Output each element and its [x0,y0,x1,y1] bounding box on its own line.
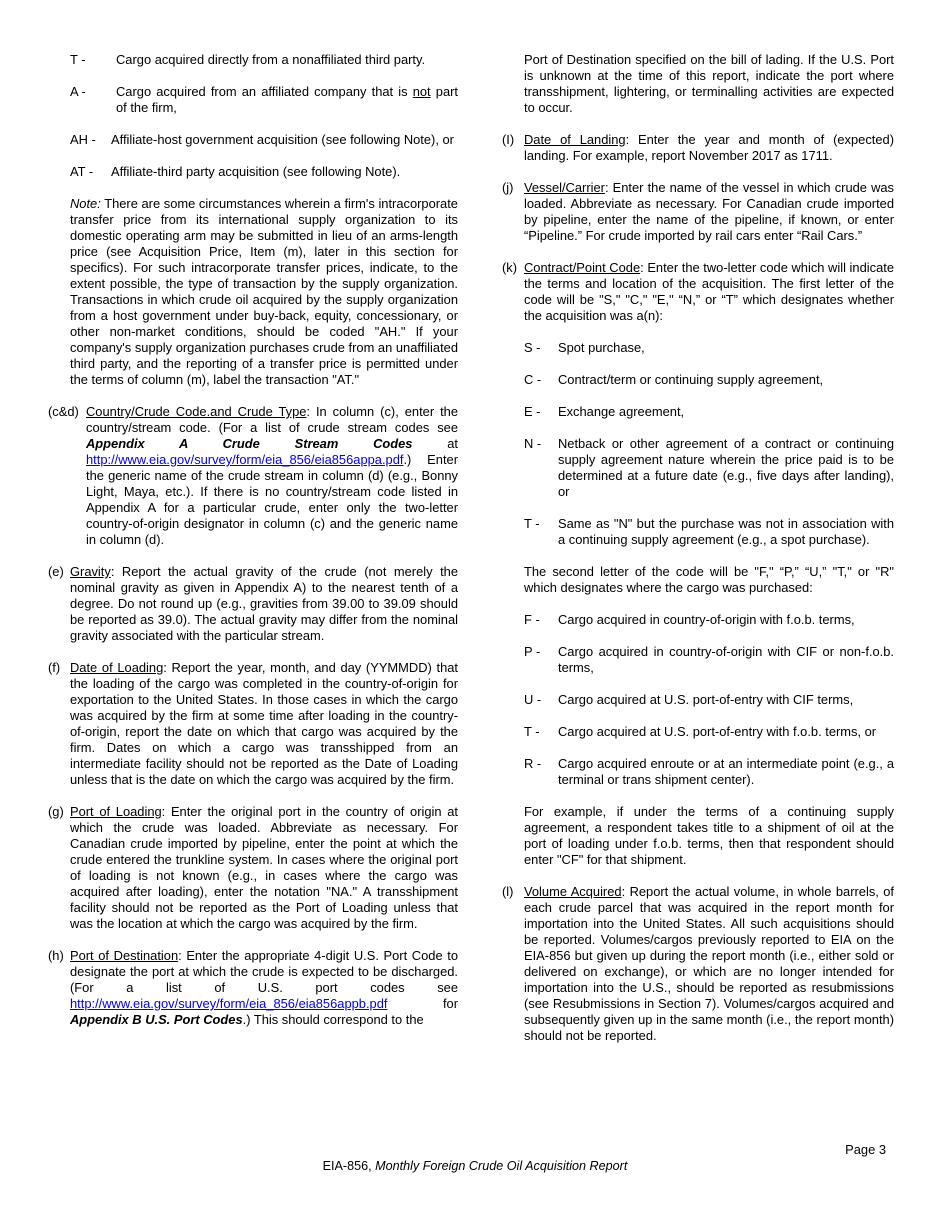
point-code-label: T - [524,724,540,739]
acq-code-text: Affiliate-host government acquisition (see following Note), or [111,132,454,147]
item-label: (j) [502,180,514,195]
item-label: (e) [48,564,64,579]
acq-code-text: Cargo acquired directly from a nonaffiliated third party. [116,52,426,67]
contract-code-t [524,516,894,548]
point-code-text: Cargo acquired at U.S. port-of-entry with CIF terms, [558,692,854,707]
acq-code-ah [70,132,458,148]
acq-code-t [70,52,458,68]
item-g: (g) Port of Loading: Enter the original port in the country of origin at which the crude was loaded. Abbreviate as necessary. For Canadian crude imported by pipeline, enter the point at which the crude entered the trunkline system. In cases where the original port of loading is not known (e.g., in cases where the cargo was acquired after loading), enter the notation "NA." A transshipment facility should not be reported as the Port of Loading unless that was the location at which the cargo was acquired by the firm. [48,804,458,931]
acq-code-text: Affiliate-third party acquisition (see following Note). [111,164,401,179]
port-destination-continued: Port of Destination specified on the bill of lading. If the U.S. Port is unknown at the time of this report, indicate the port where transshipment, lightering, or terminalling activities are expected to occur. [524,52,894,115]
first-letter-codes [524,340,894,868]
point-code-text: Cargo acquired enroute or at an intermediate point (e.g., a terminal or trans shipment center). [558,756,894,787]
appendix-a-link[interactable]: http://www.eia.gov/survey/form/eia_856/eia856appa.pdf [86,452,404,467]
item-label: (k) [502,260,518,275]
item-h: (h) Port of Destination: Enter the appropriate 4-digit U.S. Port Code to designate the port at which the crude is expected to be discharged. (For a list of U.S. port codes see http://www.eia.gov/survey/form/eia_856/eia856appb.pdf for Appendix B U.S. Port Codes.) This should correspond to the [48,948,458,1027]
appendix-b-link[interactable]: http://www.eia.gov/survey/form/eia_856/eia856appb.pdf [70,996,388,1011]
acq-code-label: AH - [70,132,96,147]
item-k: (k) Contract/Point Code: Enter the two-letter code which will indicate the terms and location of the acquisition. The first letter of the code will be "S," "C," "E," “N,” or “T” which designates whether the acquisition was a(n): [502,260,894,323]
item-title: Vessel/Carrier [524,180,605,195]
point-code-text: Cargo acquired at U.S. port-of-entry with f.o.b. terms, or [558,724,877,739]
item-title: Port of Destination [70,948,179,963]
appendix-a-ref: Appendix A Crude Stream Codes [86,436,413,451]
item-label: (f) [48,660,61,675]
item-label: (c&d) [48,404,79,419]
point-code-label: P - [524,644,541,659]
contract-code-label: S - [524,340,541,355]
point-code-label: U - [524,692,542,707]
right-column [502,52,894,1044]
point-code-f [524,612,894,628]
item-e: (e) Gravity: Report the actual gravity of the crude (not merely the nominal gravity as given in Appendix A) to the nearest tenth of a degree. Do not round up (e.g., gravities from 39.00 to 39.09 should be reported as 39.0). The actual gravity may differ from the nominal gravity associated with the particular stream. [48,564,458,643]
contract-code-e [524,404,894,420]
contract-code-text: Same as "N" but the purchase was not in association with a continuing supply agreement (e.g., a spot purchase). [558,516,894,547]
note-paragraph: Note: There are some circumstances wherein a firm's intracorporate transfer price from its international supply organization to its domestic operating arm may be submitted in lieu of an arms-length price (see Acquisition Price, Item (m), later in this section for specifics). For such intracorporate transfer prices, indicate, to the extent possible, the type of transaction by the supply organization. Transactions in which crude oil acquired by the supply organization from a host government under buy-back, equity, concessionary, or other non-market conditions, should be coded "AH." If your company's supply organization purchases crude from an unaffiliated third party, and the reporting of a transfer price is permitted under the terms of column (m), label the transaction "AT." [70,196,458,387]
note-label: Note: [70,196,101,211]
contract-code-c [524,372,894,388]
item-title: Date of Loading [70,660,164,675]
contract-code-label: N - [524,436,542,451]
form-title: Monthly Foreign Crude Oil Acquisition Report [375,1159,628,1173]
contract-code-text: Contract/term or continuing supply agreement, [558,372,824,387]
appendix-b-ref: Appendix B U.S. Port Codes [70,1012,243,1027]
item-title: Volume Acquired [524,884,622,899]
second-letter-intro: The second letter of the code will be "F," “P,” “U,” "T," or "R" which designates where the cargo was purchased: [524,564,894,595]
point-code-u [524,692,894,708]
point-code-label: R - [524,756,542,771]
contract-code-label: E - [524,404,541,419]
item-title: Country/Crude Code.and Crude Type [86,404,307,419]
item-title: Contract/Point Code [524,260,641,275]
item-cd: (c&d) Country/Crude Code.and Crude Type: In column (c), enter the country/stream code. (For a list of crude stream codes see Appendix A Crude Stream Codes at http://www.eia.gov/survey/form/eia_856/eia856appa.pdf.) Enter the generic name of the crude stream in column (d) (e.g., Bonny Light, Maya, etc.). If there is no country/stream code listed in Appendix A for a particular crude, enter only the two-letter country-of-origin designator in column (c) and the generic name in column (d). [48,404,458,547]
page-number: Page 3 [845,1142,886,1157]
left-column [48,52,458,1028]
acq-code-text: Cargo acquired from an affiliated company that is not part of the firm, [116,84,458,115]
point-code-r [524,756,894,788]
point-code-t [524,724,894,740]
item-i: (I) Date of Landing: Enter the year and month of (expected) landing. For example, report November 2017 as 1711. [502,132,894,163]
contract-code-label: T - [524,516,540,531]
footer-form-title [0,1158,950,1174]
point-code-text: Cargo acquired in country-of-origin with CIF or non-f.o.b. terms, [558,644,894,675]
item-j: (j) Vessel/Carrier: Enter the name of the vessel in which crude was loaded. Abbreviate as necessary. For Canadian crude imported by pipeline, enter the name of the pipeline, if known, or enter “Pipeline.” For crude imported by rail cars enter “Rail Cars.” [502,180,894,243]
underline-not: not [412,84,431,99]
acq-code-at [70,164,458,180]
acq-code-a [70,84,458,116]
contract-code-s [524,340,894,356]
item-l: (l) Volume Acquired: Report the actual volume, in whole barrels, of each crude parcel that was acquired in the report month for importation into the United States. All such acquisitions should be reported. Volumes/cargos previously reported to EIA on the EIA-856 but given up during the report month (i.e., either sold or delivered on exchange), or which are no longer intended for importation into the U.S., should be reported as resubmissions (see Resubmissions in Section 7). Volumes/cargos acquired and subsequently given up in the same month (i.e., the report month) should not be reported. [502,884,895,1043]
contract-code-text: Netback or other agreement of a contract or continuing supply agreement nature wherein the price paid is to be determined at a future date (e.g., five days after landing), or [558,436,894,499]
item-f: (f) Date of Loading: Report the year, month, and day (YYMMDD) that the loading of the cargo was completed in the country-of-origin for exportation to the United States. In those cases in which the cargo was acquired by the firm at some time after loading in the country-of-origin, report the date on which that cargo was acquired by the firm. Dates on which a cargo was transshipped from an intermediate facility should not be reported as the Date of Loading unless that is the date on which the cargo was acquired by the firm. [48,660,458,787]
item-title: Date of Landing [524,132,626,147]
contract-code-text: Exchange agreement, [558,404,685,419]
acq-code-label: AT - [70,164,94,179]
contract-code-text: Spot purchase, [558,340,645,355]
item-label: (g) [48,804,64,819]
acq-code-label: T - [70,52,86,67]
contract-code-label: C - [524,372,542,387]
item-title: Gravity [70,564,111,579]
point-code-p [524,644,894,676]
form-number: EIA-856, [322,1159,376,1173]
item-label: (l) [502,884,514,899]
point-code-text: Cargo acquired in country-of-origin with f.o.b. terms, [558,612,855,627]
contract-code-example: For example, if under the terms of a continuing supply agreement, a respondent takes title to a shipment of oil at the port of loading under f.o.b. terms, then that respondent should enter "CF" for that shipment. [524,804,894,867]
contract-code-n [524,436,894,500]
item-label: (I) [502,132,515,147]
item-title: Port of Loading [70,804,162,819]
acq-code-label: A - [70,84,86,99]
item-label: (h) [48,948,64,963]
point-code-label: F - [524,612,540,627]
